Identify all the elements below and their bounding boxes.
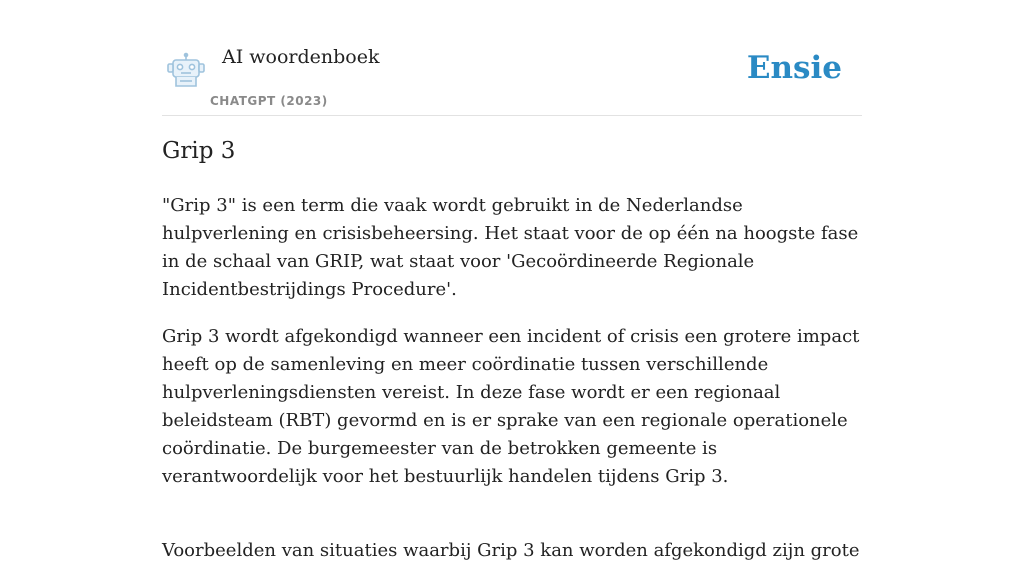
entry-definition — [162, 192, 862, 584]
definition-paragraph: Voorbeelden van situaties waarbij Grip 3 kan worden afgekondigd zijn grote — [162, 540, 860, 561]
entry-title: Grip 3 — [162, 138, 236, 164]
dictionary-header — [162, 40, 862, 116]
source-label: CHATGPT (2023) — [210, 94, 328, 108]
definition-paragraph: "Grip 3" is een term die vaak wordt gebruikt in de Nederlandse hulpverlening en crisisbeheersing. Het staat voor de op één na hoogste fase in de schaal van GRIP, wat staat voor 'Gecoördineerde Regionale Incidentbestrijdings Procedure'. — [162, 195, 859, 300]
dictionary-title[interactable]: AI woordenboek — [222, 46, 380, 68]
robot-icon — [166, 53, 206, 89]
definition-paragraph: Grip 3 wordt afgekondigd wanneer een incident of crisis een grotere impact heeft op de samenleving en meer coördinatie tussen verschillende hulpverleningsdiensten vereist. In deze fase wordt er een regionaal beleidsteam (RBT) gevormd en is er sprake van een regionale operationele coördinatie. De burgemeester van de betrokken gemeente is verantwoordelijk voor het bestuurlijk handelen tijdens Grip 3. — [162, 326, 860, 487]
brand-logo[interactable]: Ensie — [746, 50, 842, 86]
